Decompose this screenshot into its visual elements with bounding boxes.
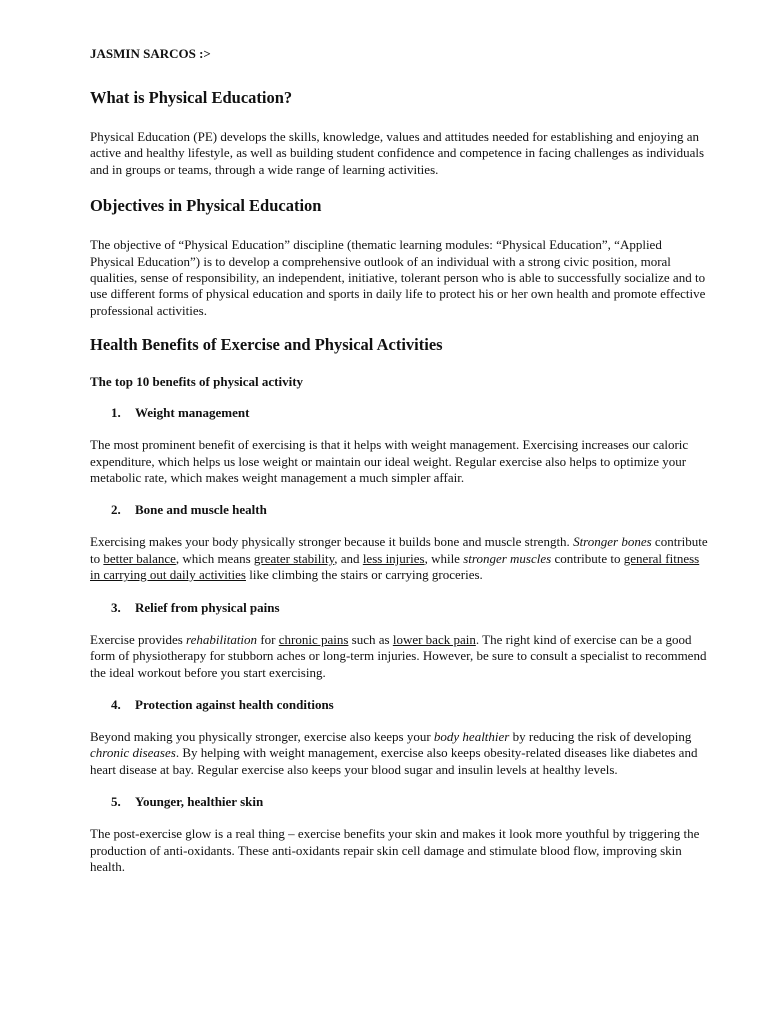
list-item-title: Weight management (135, 405, 250, 421)
list-number: 4. (111, 696, 121, 712)
paragraph-bone-muscle-health (90, 534, 708, 583)
italic-text: Stronger bones (573, 534, 652, 550)
text-run: Beyond making you physically stronger, exercise also keeps your (90, 728, 434, 744)
list-number: 3. (111, 599, 121, 615)
text-run: , while (424, 550, 464, 566)
author-name: JASMIN SARCOS :> (90, 46, 211, 61)
paragraph-what-is-pe: Physical Education (PE) develops the skills, knowledge, values and attitudes needed for establishing and enjoying an active and healthy lifestyle, as well as building student confidence and competence in facing challenges as individuals and in groups or teams, through a wide range of learning activities. (90, 129, 705, 177)
text-run: . By helping with weight management, exercise also keeps obesity-related diseases like diabetes and heart disease at bay. Regular exercise also keeps your blood sugar and insulin levels at healthy levels. (90, 745, 698, 777)
heading-what-is-pe: What is Physical Education? (90, 88, 293, 107)
text-run: Exercise provides (90, 631, 187, 647)
list-item-heading (90, 794, 708, 810)
underlined-text: better balance (103, 550, 176, 566)
list-item-heading (90, 697, 708, 713)
heading-objectives: Objectives in Physical Education (90, 196, 322, 216)
text-run: , and (334, 550, 363, 566)
text-run: such as (348, 631, 393, 647)
paragraph-objectives: The objective of “Physical Education” discipline (thematic learning modules: “Physical Education”, “Applied Physical Education”) is to develop a comprehensive outlook of an individual with a strong civic position, moral qualities, sense of responsibility, an independent, initiative, tolerant person who is able to successfully socialize and to use different forms of physical education and sports in daily life to protect his or her own health and promote effective professional activities. (90, 237, 706, 318)
text-run: contribute to (90, 534, 708, 566)
underlined-text: general fitness in carrying out daily activities (90, 550, 700, 583)
paragraph-relief-physical-pains (90, 632, 708, 681)
italic-text: chronic diseases (90, 745, 176, 761)
text-run: Exercising makes your body physically stronger because it builds bone and muscle strength. (90, 534, 574, 550)
list-item-title: Bone and muscle health (135, 502, 267, 518)
list-item-heading (90, 502, 708, 518)
text-run: like climbing the stairs or carrying groceries. (245, 567, 483, 583)
paragraph-health-conditions (90, 729, 708, 778)
list-item-title: Relief from physical pains (135, 599, 280, 615)
text-run: for (257, 631, 279, 647)
subheading-top-10-benefits: The top 10 benefits of physical activity (90, 374, 304, 390)
list-item-heading (90, 405, 708, 421)
list-item-title: Younger, healthier skin (135, 794, 264, 810)
list-item-heading (90, 600, 708, 616)
list-number: 1. (111, 405, 121, 421)
underlined-text: greater stability (253, 550, 335, 566)
italic-text: body healthier (433, 728, 510, 744)
heading-health-benefits: Health Benefits of Exercise and Physical Activities (90, 335, 443, 355)
list-number: 5. (111, 794, 121, 810)
italic-text: stronger muscles (463, 550, 552, 566)
text-run: , which means (175, 550, 254, 566)
underlined-text: less injuries (362, 550, 425, 566)
paragraph-weight-management: The most prominent benefit of exercising is that it helps with weight management. Exercising increases our caloric expenditure, which helps us lose weight or maintain our ideal weight. Regular exercise also helps to optimize your metabolic rate, which makes weight management a much simpler affair. (90, 437, 689, 486)
paragraph-healthier-skin: The post-exercise glow is a real thing – exercise benefits your skin and makes it look more youthful by triggering the production of anti-oxidants. These anti-oxidants repair skin cell damage and stimulate blood flow, improving skin health. (90, 826, 700, 874)
text-run: contribute to (551, 550, 624, 566)
text-run: . The right kind of exercise can be a good form of physiotherapy for stubborn aches or long-term injuries. However, be sure to consult a specialist to recommend the ideal workout before you start exercising. (90, 631, 707, 680)
underlined-text: lower back pain (392, 631, 476, 647)
list-item-title: Protection against health conditions (135, 696, 334, 712)
text-run: by reducing the risk of developing (509, 728, 692, 744)
list-number: 2. (111, 502, 121, 518)
italic-text: rehabilitation (186, 631, 258, 647)
underlined-text: chronic pains (278, 631, 349, 647)
